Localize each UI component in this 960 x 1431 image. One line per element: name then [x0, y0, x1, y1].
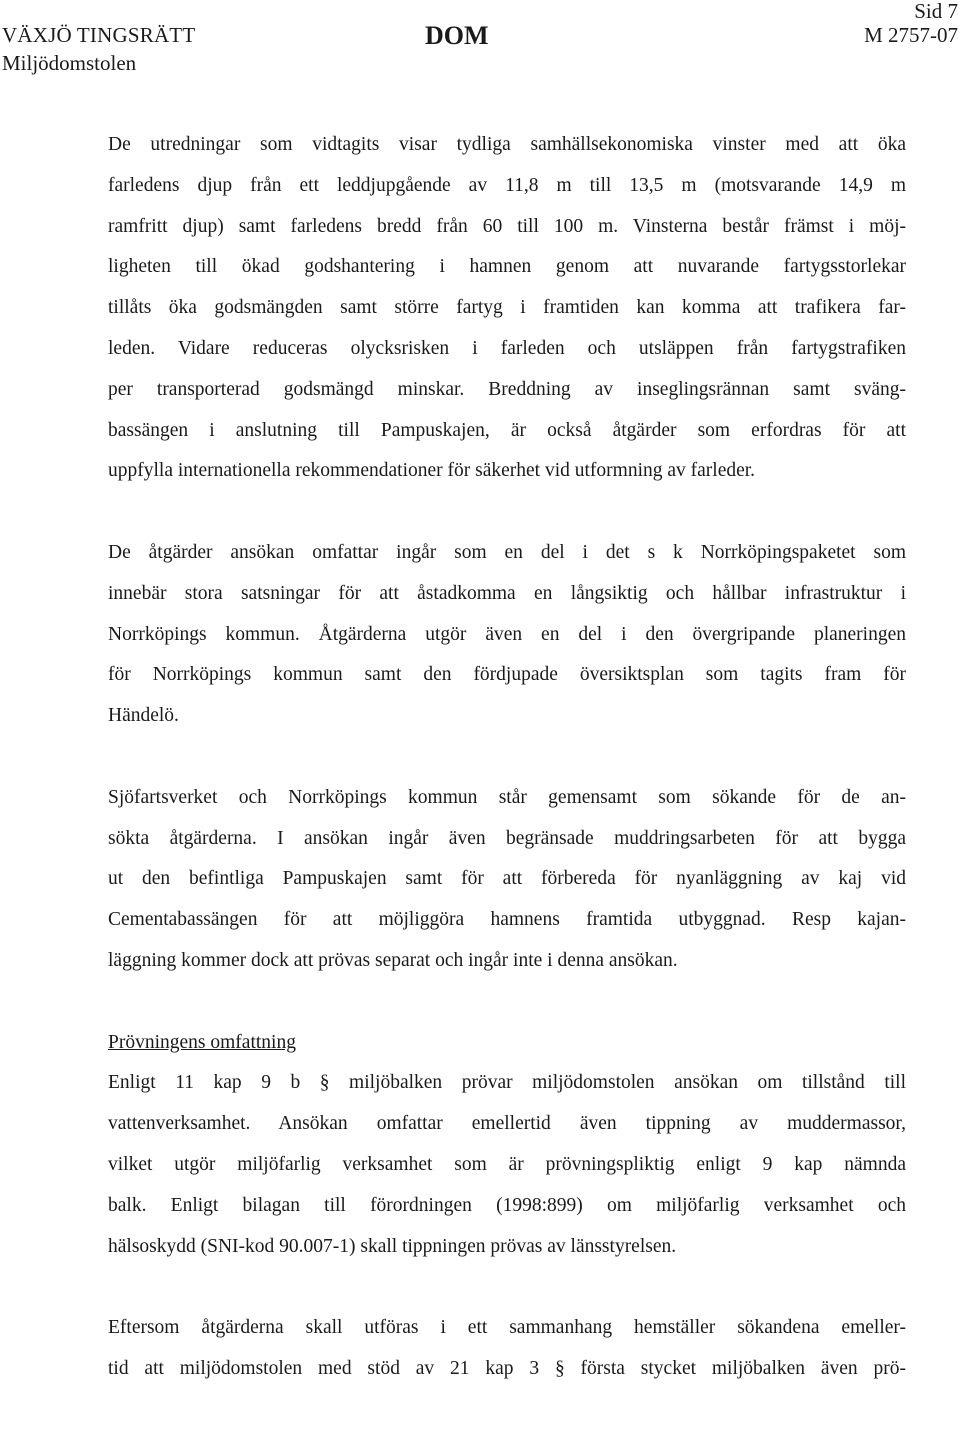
text-line: Norrköpings kommun. Åtgärderna utgör även en del i den övergripande planeringen — [108, 623, 906, 645]
text-line: De utredningar som vidtagits visar tydliga samhällsekonomiska vinster med att öka — [108, 134, 906, 155]
text-line: tid att miljödomstolen med stöd av 21 kap 3 § första stycket miljöbalken även prö- — [108, 1357, 906, 1379]
text-line: balk. Enligt bilagan till förordningen (1998:899) om miljöfarlig verksamhet och — [108, 1194, 906, 1216]
text-line: läggning kommer dock att prövas separat och ingår inte i denna ansökan. — [108, 949, 678, 971]
text-line: leden. Vidare reduceras olycksrisken i farleden och utsläppen från fartygstrafiken — [108, 337, 906, 359]
paragraph — [108, 125, 906, 492]
text-line: hälsoskydd (SNI-kod 90.007-1) skall tippningen prövas av länsstyrelsen. — [108, 1235, 677, 1257]
text-line: Cementabassängen för att möjliggöra hamnens framtida utbyggnad. Resp kajan- — [108, 909, 906, 931]
page-number: Sid 7 — [914, 0, 958, 23]
text-line: bassängen i anslutning till Pampuskajen, är också åtgärder som erfordras för att — [108, 419, 906, 441]
text-line: ut den befintliga Pampuskajen samt för att förbereda för nyanläggning av kaj vid — [108, 868, 906, 890]
text-line: per transporterad godsmängd minskar. Breddning av inseglingsrännan samt sväng- — [108, 378, 906, 400]
text-line: Eftersom åtgärderna skall utföras i ett sammanhang hemställer sökandena emeller- — [108, 1317, 906, 1339]
document-title: DOM — [425, 21, 489, 50]
text-line: innebär stora satsningar för att åstadkomma en långsiktig och hållbar infrastruktur i — [108, 582, 906, 604]
section-heading: Prövningens omfattning — [108, 1031, 296, 1053]
document-body — [108, 125, 906, 1431]
court-name: VÄXJÖ TINGSRÄTT — [2, 23, 196, 47]
text-line: ligheten till ökad godshantering i hamnen genom att nuvarande fartygsstorlekar — [108, 256, 906, 278]
paragraph — [108, 778, 906, 982]
text-line: sökta åtgärderna. I ansökan ingår även begränsade muddringsarbeten för att bygga — [108, 827, 906, 849]
text-line: tillåts öka godsmängden samt större fartyg i framtiden kan komma att trafikera far- — [108, 297, 906, 319]
page-header — [0, 0, 960, 80]
case-number: M 2757-07 — [864, 23, 958, 47]
paragraph — [108, 1308, 906, 1390]
text-line: Sjöfartsverket och Norrköpings kommun står gemensamt som sökande för de an- — [108, 786, 906, 808]
text-line: De åtgärder ansökan omfattar ingår som en del i det s k Norrköpingspaketet som — [108, 541, 906, 563]
paragraph — [108, 533, 906, 737]
court-division: Miljödomstolen — [2, 51, 137, 75]
text-line: uppfylla internationella rekommendationer för säkerhet vid utformning av farleder. — [108, 460, 756, 482]
text-line: Händelö. — [108, 705, 179, 727]
text-line: vattenverksamhet. Ansökan omfattar emellertid även tippning av muddermassor, — [108, 1113, 906, 1135]
text-line: för Norrköpings kommun samt den fördjupade översiktsplan som tagits fram för — [108, 664, 906, 686]
text-line: ramfritt djup) samt farledens bredd från 60 till 100 m. Vinsterna består främst i möj- — [108, 215, 906, 237]
text-line: Enligt 11 kap 9 b § miljöbalken prövar miljödomstolen ansökan om tillstånd till — [108, 1072, 906, 1094]
paragraph — [108, 1023, 906, 1268]
text-line: vilket utgör miljöfarlig verksamhet som är prövningspliktig enligt 9 kap nämnda — [108, 1153, 906, 1175]
text-line: farledens djup från ett leddjupgående av 11,8 m till 13,5 m (motsvarande 14,9 m — [108, 174, 906, 196]
